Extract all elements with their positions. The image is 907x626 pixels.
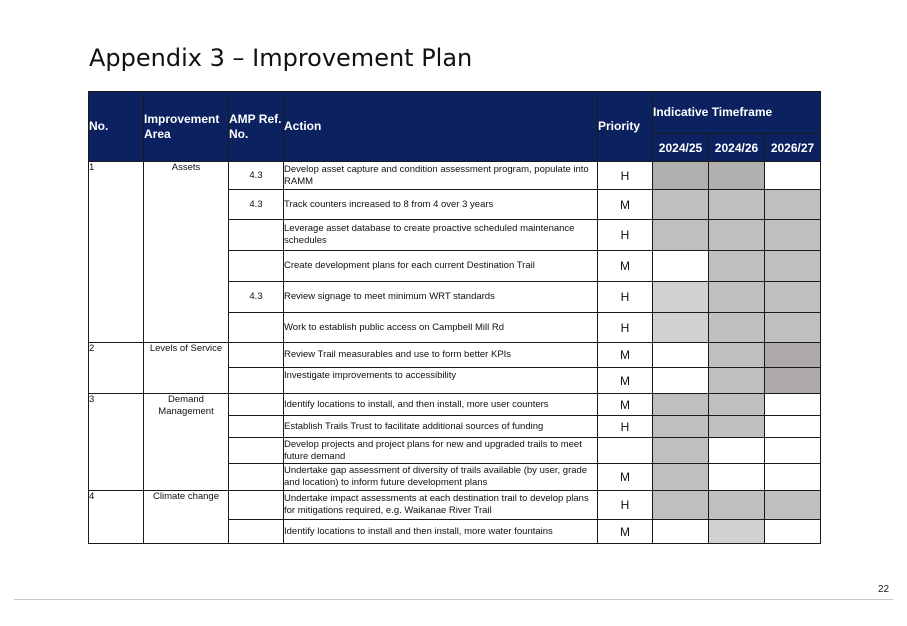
action-text: Identify locations to install, and then install, more user counters xyxy=(284,394,598,416)
action-text: Develop projects and project plans for new and upgraded trails to meet future demand xyxy=(284,438,598,464)
action-text: Develop asset capture and condition assessment program, populate into RAMM xyxy=(284,162,598,190)
action-text: Review Trail measurables and use to form better KPIs xyxy=(284,343,598,368)
timeframe-cell xyxy=(653,438,709,464)
timeframe-cell xyxy=(653,313,709,343)
timeframe-cell xyxy=(709,368,765,394)
amp-ref xyxy=(229,251,284,282)
timeframe-cell xyxy=(709,220,765,251)
timeframe-cell xyxy=(765,190,821,220)
timeframe-cell xyxy=(709,416,765,438)
timeframe-cell xyxy=(765,464,821,491)
timeframe-cell xyxy=(765,368,821,394)
timeframe-cell xyxy=(653,190,709,220)
timeframe-cell xyxy=(709,313,765,343)
timeframe-cell xyxy=(765,491,821,520)
header-improvement-area: Improvement Area xyxy=(144,92,229,162)
header-year-1: 2024/25 xyxy=(653,134,709,162)
timeframe-cell xyxy=(765,162,821,190)
amp-ref xyxy=(229,368,284,394)
priority: M xyxy=(598,464,653,491)
priority: M xyxy=(598,520,653,544)
amp-ref xyxy=(229,438,284,464)
priority: M xyxy=(598,368,653,394)
amp-ref: 4.3 xyxy=(229,282,284,313)
priority: M xyxy=(598,190,653,220)
amp-ref xyxy=(229,520,284,544)
page-number: 22 xyxy=(878,584,890,595)
priority xyxy=(598,438,653,464)
amp-ref xyxy=(229,220,284,251)
timeframe-cell xyxy=(709,438,765,464)
action-text: Create development plans for each current Destination Trail xyxy=(284,251,598,282)
timeframe-cell xyxy=(653,220,709,251)
group-number: 3 xyxy=(89,394,144,491)
timeframe-cell xyxy=(653,282,709,313)
priority: H xyxy=(598,313,653,343)
timeframe-cell xyxy=(709,520,765,544)
timeframe-cell xyxy=(765,251,821,282)
action-text: Track counters increased to 8 from 4 over 3 years xyxy=(284,190,598,220)
amp-ref xyxy=(229,394,284,416)
amp-ref xyxy=(229,464,284,491)
header-amp-ref: AMP Ref. No. xyxy=(229,92,284,162)
timeframe-cell xyxy=(653,162,709,190)
timeframe-cell xyxy=(653,394,709,416)
group-area: Demand Management xyxy=(144,394,229,491)
group-number: 1 xyxy=(89,162,144,343)
action-text: Investigate improvements to accessibility xyxy=(284,368,598,394)
action-text: Identify locations to install and then install, more water fountains xyxy=(284,520,598,544)
group-area: Climate change xyxy=(144,491,229,544)
amp-ref xyxy=(229,313,284,343)
group-area: Assets xyxy=(144,162,229,343)
action-text: Undertake impact assessments at each destination trail to develop plans for mitigations required, e.g. Waikanae River Trail xyxy=(284,491,598,520)
timeframe-cell xyxy=(709,190,765,220)
timeframe-cell xyxy=(709,343,765,368)
action-text: Leverage asset database to create proactive scheduled maintenance schedules xyxy=(284,220,598,251)
priority: H xyxy=(598,162,653,190)
header-action: Action xyxy=(284,92,598,162)
table-row xyxy=(89,491,821,520)
timeframe-cell xyxy=(709,282,765,313)
group-number: 2 xyxy=(89,343,144,394)
timeframe-cell xyxy=(653,491,709,520)
table-row xyxy=(89,394,821,416)
timeframe-cell xyxy=(709,251,765,282)
priority: M xyxy=(598,251,653,282)
header-priority: Priority xyxy=(598,92,653,162)
timeframe-cell xyxy=(653,520,709,544)
action-text: Review signage to meet minimum WRT standards xyxy=(284,282,598,313)
group-number: 4 xyxy=(89,491,144,544)
timeframe-cell xyxy=(765,416,821,438)
amp-ref: 4.3 xyxy=(229,162,284,190)
timeframe-cell xyxy=(653,343,709,368)
priority: H xyxy=(598,491,653,520)
timeframe-cell xyxy=(765,343,821,368)
amp-ref xyxy=(229,491,284,520)
priority: H xyxy=(598,282,653,313)
action-text: Establish Trails Trust to facilitate additional sources of funding xyxy=(284,416,598,438)
table-row xyxy=(89,343,821,368)
priority: M xyxy=(598,343,653,368)
timeframe-cell xyxy=(765,438,821,464)
timeframe-cell xyxy=(653,368,709,394)
action-text: Work to establish public access on Campbell Mill Rd xyxy=(284,313,598,343)
timeframe-cell xyxy=(709,394,765,416)
header-indicative-timeframe: Indicative Timeframe xyxy=(653,92,821,134)
header-year-2: 2024/26 xyxy=(709,134,765,162)
timeframe-cell xyxy=(765,520,821,544)
amp-ref: 4.3 xyxy=(229,190,284,220)
amp-ref xyxy=(229,416,284,438)
page-title: Appendix 3 – Improvement Plan xyxy=(89,44,473,72)
timeframe-cell xyxy=(709,464,765,491)
table-row xyxy=(89,162,821,190)
timeframe-cell xyxy=(765,313,821,343)
amp-ref xyxy=(229,343,284,368)
header-year-3: 2026/27 xyxy=(765,134,821,162)
timeframe-cell xyxy=(765,220,821,251)
timeframe-cell xyxy=(709,162,765,190)
group-area: Levels of Service xyxy=(144,343,229,394)
footer-rule xyxy=(14,599,893,600)
action-text: Undertake gap assessment of diversity of trails available (by user, grade and location) to inform future development plans xyxy=(284,464,598,491)
timeframe-cell xyxy=(709,491,765,520)
header-no: No. xyxy=(89,92,144,162)
timeframe-cell xyxy=(765,282,821,313)
timeframe-cell xyxy=(653,416,709,438)
timeframe-cell xyxy=(653,251,709,282)
priority: H xyxy=(598,416,653,438)
timeframe-cell xyxy=(765,394,821,416)
priority: H xyxy=(598,220,653,251)
improvement-plan-table xyxy=(88,91,821,544)
timeframe-cell xyxy=(653,464,709,491)
priority: M xyxy=(598,394,653,416)
